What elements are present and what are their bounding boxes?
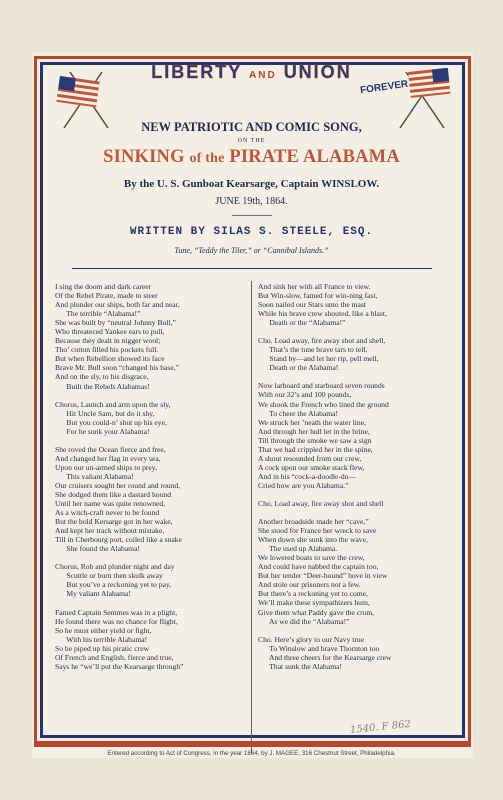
lyric-line: Hit Uncle Sam, but do it shy,	[55, 408, 155, 418]
lyric-line: And sink her with all France to view.	[258, 282, 371, 291]
lyric-line: She stood for France her wreck to save	[258, 526, 377, 536]
lyric-line: And changed her flag in every sea,	[55, 453, 161, 463]
lyric-line: As we did the “Alabama!”	[258, 616, 350, 626]
lyric-line: Of French and English, fierce and true,	[55, 652, 174, 662]
lyric-line: But you could-n’ shut up his eye,	[55, 417, 167, 427]
main-title	[0, 147, 503, 168]
lyric-line: Cho. Here’s glory to our Navy true	[258, 634, 365, 644]
main-title-sinking: SINKING	[103, 147, 185, 167]
lyric-line: The used up Alabama.	[258, 544, 338, 554]
stanza-gap	[258, 626, 448, 635]
lyric-line: She dodged them like a dastard hound	[55, 489, 171, 499]
lyric-line: My valiant Alabama!	[55, 589, 131, 599]
lyrics-column-right	[258, 282, 448, 671]
lyric-line: And plunder our ships, both far and near,	[55, 300, 180, 310]
lyric-line: Stand by—and let her rip, pell mell,	[258, 354, 379, 364]
lyric-line: That sunk the Alabama!	[258, 661, 343, 671]
lyric-line: And through her hull let in the brine,	[258, 426, 370, 436]
lyric-line: Brave Mr. Bull soon “changed his base,”	[55, 363, 180, 373]
lyric-line: So he must either yield or fight,	[55, 625, 152, 635]
lyric-line: Death or the “Alabama!”	[258, 318, 346, 328]
stanza-gap	[55, 436, 245, 445]
lyric-line: When down she sunk into the wave,	[258, 535, 368, 545]
lyric-line: That we had crippled her in the spine,	[258, 444, 373, 454]
lyric-line: Cried how are you Alabama.”	[258, 480, 349, 490]
banner-forever: FOREVER	[359, 78, 409, 97]
stanza-gap	[258, 508, 448, 517]
lyric-line: She was built by “neutral Johnny Bull,”	[55, 318, 176, 328]
lyric-line: Cho. Load away, fire away shot and shell	[258, 498, 384, 508]
lyric-line: She roved the Ocean fierce and free,	[55, 444, 166, 454]
copyright-footer: Entered according to Act of Congress, in the year 1864, by J. MAGEE, 316 Chestnut Street, Philadelphia.	[107, 750, 396, 757]
lyric-line: But you’ve a reckoning yet to pay,	[55, 580, 172, 590]
lyric-line: Tho’ cotton filled his pockets full.	[55, 345, 159, 355]
stanza-gap	[258, 327, 448, 336]
lyric-line: But there’s a reckoning yet to come,	[258, 589, 368, 599]
lyric-line: For he sunk your Alabama!	[55, 426, 150, 436]
lyric-line: And three cheers for the Kearsarge crew	[258, 652, 392, 662]
stanza-gap	[258, 490, 448, 499]
pencil-catalog-note: 1540. F 862	[349, 718, 412, 737]
lyric-line: But when Rebellion showed its face	[55, 354, 165, 364]
lyric-line: We’ll make these sympathizers hum,	[258, 598, 370, 608]
lyric-line: Now larboard and starboard seven rounds	[258, 381, 385, 391]
date-line: JUNE 19th, 1864.	[215, 196, 288, 207]
lyric-line: That’s the tune brave tars to tell,	[258, 345, 368, 355]
lyric-line: This valiant Alabama!	[55, 471, 134, 481]
lyric-line: Our cruisers sought her round and round,	[55, 480, 181, 490]
lyric-line: And in his “cock-a-doodle-do—	[258, 471, 357, 481]
lyric-line: Give them what Paddy gave the crum,	[258, 607, 375, 617]
lyric-line: Soon nailed our Stars unto the mast	[258, 300, 366, 310]
lyric-line: Scuttle or burn then skulk away	[55, 571, 163, 581]
column-divider	[251, 281, 252, 753]
lyric-line: And on the sly, to his disgrace,	[55, 372, 149, 382]
lyric-line: So he piped up his piratic crew	[55, 643, 150, 653]
lyric-line: She found the Alabama!	[55, 544, 140, 554]
stanza-gap	[258, 372, 448, 381]
lyric-line: And kept her track without mistake,	[55, 526, 165, 536]
lyric-line: Chorus, Launch and arm upon the sly,	[55, 399, 171, 409]
banner-liberty	[151, 62, 351, 83]
author-line: WRITTEN BY SILAS S. STEELE, ESQ.	[129, 226, 374, 238]
lyric-line: But her tender “Deer-hound” hove in view	[258, 571, 388, 581]
liberty-union-banner	[0, 62, 503, 83]
lyric-line: Built the Rebels Alabamas!	[55, 381, 150, 391]
lyric-line: Cho. Load away, fire away shot and shell,	[258, 336, 386, 346]
lyric-line: And could have nabbed the captain too,	[258, 562, 379, 572]
main-title-pirate-alabama: PIRATE ALABAMA	[229, 147, 400, 167]
on-the-caption: ON THE	[237, 138, 266, 144]
lyric-line: But the bold Kersarge got in her wake,	[55, 517, 173, 527]
lyric-line: To Winslow and brave Thornton too	[258, 643, 380, 653]
lyric-line: Because they dealt in nigger wool;	[55, 336, 161, 346]
lyric-line: To cheer the Alabama!	[258, 408, 339, 418]
lyric-line: Till in Cherbourg port, coiled like a snake	[55, 535, 182, 545]
lyric-line: We lowered boats to save the crew,	[258, 553, 365, 563]
divider-short	[232, 215, 272, 216]
lyric-line: With his terrible Alabama!	[55, 634, 148, 644]
footer-rule	[34, 744, 471, 747]
lyric-line: Chorus, Rob and plunder night and day	[55, 562, 175, 572]
lyric-line: Upon our un-armed ships to prey,	[55, 462, 158, 472]
tune-line: Tune, “Teddy the Tiler,” or “Cannibal Islands.”	[174, 246, 329, 255]
lyric-line: A shout resounded from our crew,	[258, 453, 362, 463]
lyric-line: But Win-slow, famed for win-ning fast,	[258, 291, 378, 301]
lyric-line: We struck her ’neath the water line,	[258, 417, 366, 427]
lyrics-column-left	[55, 282, 245, 671]
lyric-line: The terrible “Alabama!”	[55, 309, 141, 319]
banner-union-word: UNION	[283, 62, 352, 82]
lyric-line: We shook the French who lined the ground	[258, 399, 389, 409]
lyric-line: Of the Rebel Pirate, made to steer	[55, 291, 158, 301]
song-type-heading: NEW PATRIOTIC AND COMIC SONG,	[141, 120, 362, 134]
lyric-line: Who threateced Yankee ears to pull,	[55, 327, 165, 337]
lyric-line: Until her name was quite renowned,	[55, 499, 166, 509]
lyric-line: He found there was no chance for flight,	[55, 616, 178, 626]
lyric-line: Famed Captain Semmes was in a plight,	[55, 607, 178, 617]
banner-liberty-word: LIBERTY	[151, 62, 242, 82]
lyric-line: As a witch-craft never to be found	[55, 508, 160, 518]
main-title-of-the: of the	[189, 151, 225, 166]
banner-and-word: AND	[249, 70, 277, 81]
lyric-line: Says he “we’ll put the Kearsarge through”	[55, 661, 184, 671]
lyric-line: Death or the Alabama!	[258, 363, 339, 373]
stanza-gap	[55, 553, 245, 562]
lyric-line: I sing the doom and dark career	[55, 282, 152, 291]
lyric-line: Another broadside made her “cave,”	[258, 517, 369, 527]
stanza-gap	[55, 391, 245, 400]
lyric-line: Till through the smoke we saw a sign	[258, 435, 372, 445]
divider-long	[72, 268, 432, 269]
lyric-line: With our 32’s and 100 pounds,	[258, 390, 352, 400]
lyric-line: While his brave crew shouted, like a blast,	[258, 309, 387, 319]
stanza-gap	[55, 599, 245, 608]
subtitle-kearsarge: By the U. S. Gunboat Kearsarge, Captain WINSLOW.	[123, 178, 380, 190]
lyric-line: And stole our prisoners not a few.	[258, 580, 361, 590]
lyric-line: A cock upon our smoke stack flew,	[258, 462, 365, 472]
